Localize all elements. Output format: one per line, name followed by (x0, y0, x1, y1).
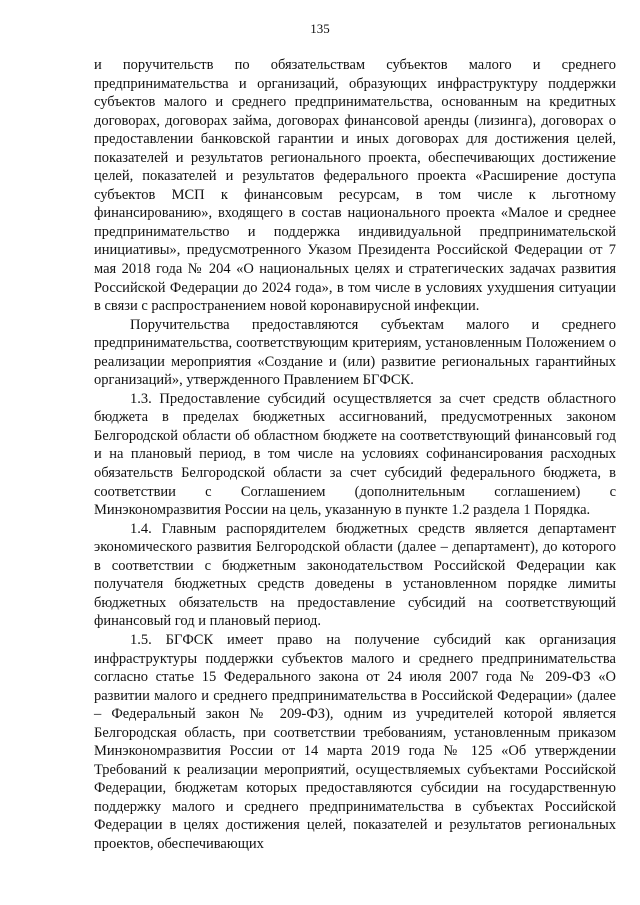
paragraph-1-3: 1.3. Предоставление субсидий осуществляется за счет средств областного бюджета в пределах бюджетных ассигнований, предусмотренных законом Белгородской области об областном бюджете на соответствующий финансовый год и на плановый период, в том числе на условиях софинансирования расходных обязательств Белгородской области за счет субсидий федерального бюджета, в соответствии с Соглашением (дополнительным соглашением) с Минэкономразвития России на цель, указанную в пункте 1.2 раздела 1 Порядка. (94, 390, 616, 519)
page-number: 135 (310, 21, 330, 36)
paragraph-continuation: и поручительств по обязательствам субъектов малого и среднего предпринимательства и организаций, образующих инфраструктуру поддержки субъектов малого и среднего предпринимательства, основанным на кредитных договорах, договорах займа, договорах финансовой аренды (лизинга), договорах о предоставлении банковской гарантии и иных договорах для достижения целей, показателей и результатов регионального проекта, обеспечивающих достижение целей, показателей и результатов федерального проекта «Расширение доступа субъектов МСП к финансовым ресурсам, в том числе к льготному финансированию», входящего в состав национального проекта «Малое и среднее предпринимательство и поддержка индивидуальной предпринимательской инициативы», предусмотренного Указом Президента Российской Федерации от 7 мая 2018 года № 204 «О национальных целях и стратегических задачах развития Российской Федерации до 2024 года», в том числе в условиях ухудшения ситуации в связи с распространением новой коронавирусной инфекции. (94, 57, 616, 315)
paragraph-guarantees: Поручительства предоставляются субъектам малого и среднего предпринимательства, соответствующим критериям, установленным Положением о реализации мероприятия «Создание и (или) развитие региональных гарантийных организаций», утвержденного Правлением БГФСК. (94, 316, 616, 389)
document-body (94, 56, 616, 854)
paragraph-1-4: 1.4. Главным распорядителем бюджетных средств является департамент экономического развития Белгородской области (далее – департамент), до которого в соответствии с бюджетным законодательством Российской Федерации как получателя бюджетных средств доведены в установленном порядке лимиты бюджетных обязательств на предоставление субсидий на соответствующий финансовый год и плановый период. (94, 520, 616, 630)
paragraph-1-5: 1.5. БГФСК имеет право на получение субсидий как организация инфраструктуры поддержки субъектов малого и среднего предпринимательства согласно статье 15 Федерального закона от 24 июля 2007 года № 209-ФЗ «О развитии малого и среднего предпринимательства в Российской Федерации» (далее – Федеральный закон № 209-ФЗ), одним из учредителей которой является Белгородская область, при соответствии требованиям, установленным приказом Минэкономразвития России от 14 марта 2019 года № 125 «Об утверждении Требований к реализации мероприятий, осуществляемых субъектами Российской Федерации, бюджетам которых предоставляются субсидии на государственную поддержку малого и среднего предпринимательства в субъектах Российской Федерации в целях достижения целей, показателей и результатов региональных проектов, обеспечивающих (94, 631, 616, 852)
